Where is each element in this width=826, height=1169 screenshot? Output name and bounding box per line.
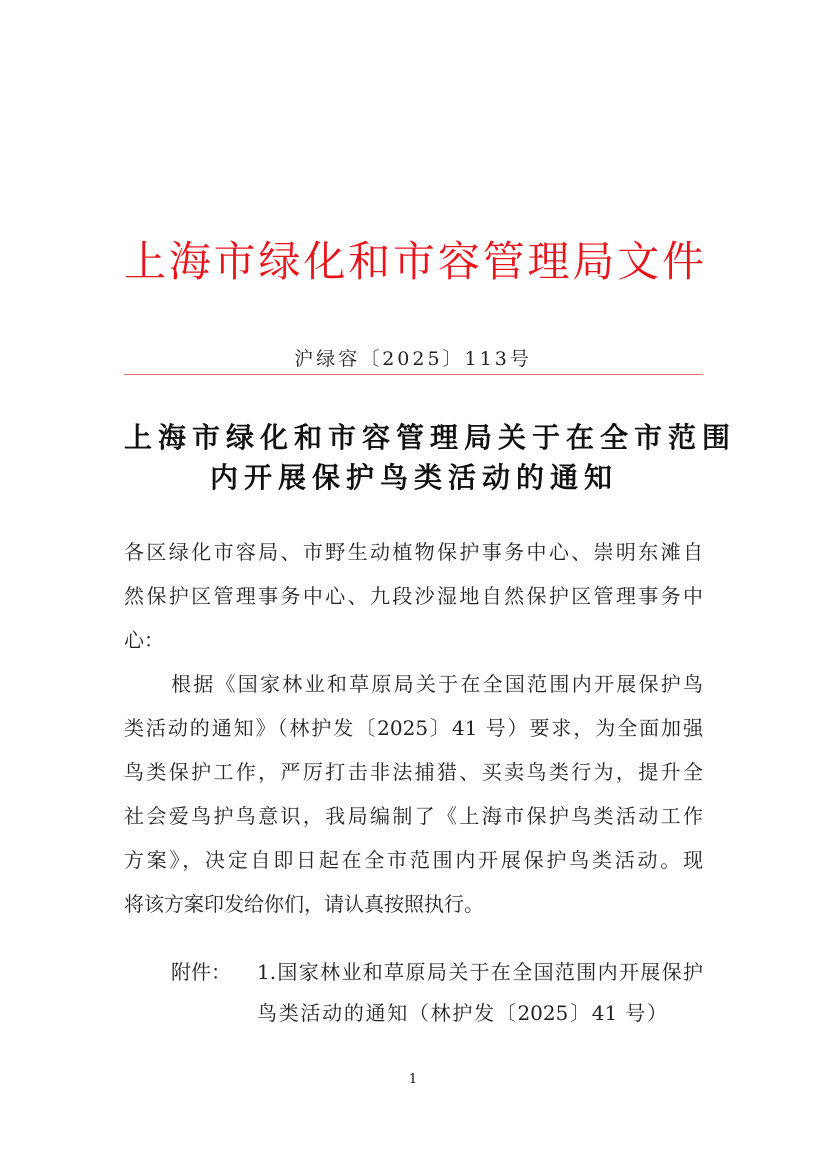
- body-line: 根据《国家林业和草原局关于在全国范围内开展保护鸟: [171, 672, 703, 696]
- document-title-line: 上海市绿化和市容管理局关于在全市范围: [124, 421, 737, 454]
- attachment-item: 1.国家林业和草原局关于在全国范围内开展保护: [257, 960, 703, 984]
- red-divider-line: [124, 374, 703, 375]
- document-issuer-header: 上海市绿化和市容管理局文件: [124, 237, 704, 286]
- document-number: 沪绿容〔2025〕113号: [294, 348, 532, 370]
- body-line: 社会爱鸟护鸟意识，我局编制了《上海市保护鸟类活动工作: [124, 804, 703, 828]
- addressee-line: 然保护区管理事务中心、九段沙湿地自然保护区管理事务中: [124, 584, 703, 608]
- document-title-line: 内开展保护鸟类活动的通知: [209, 461, 618, 494]
- body-line: 鸟类保护工作，严厉打击非法捕猎、买卖鸟类行为，提升全: [124, 760, 703, 784]
- addressee-line: 各区绿化市容局、市野生动植物保护事务中心、崇明东滩自: [124, 540, 703, 564]
- attachment-item-continued: 鸟类活动的通知（林护发〔2025〕41 号）: [257, 1001, 667, 1025]
- body-line: 将该方案印发给你们，请认真按照执行。: [124, 892, 484, 916]
- body-line: 类活动的通知》（林护发〔2025〕41 号）要求，为全面加强: [124, 716, 703, 740]
- addressee-line: 心：: [124, 628, 164, 652]
- attachment-label: 附件：: [171, 960, 231, 984]
- body-line: 方案》，决定自即日起在全市范围内开展保护鸟类活动。现: [124, 848, 703, 872]
- page-number: 1: [408, 1072, 418, 1087]
